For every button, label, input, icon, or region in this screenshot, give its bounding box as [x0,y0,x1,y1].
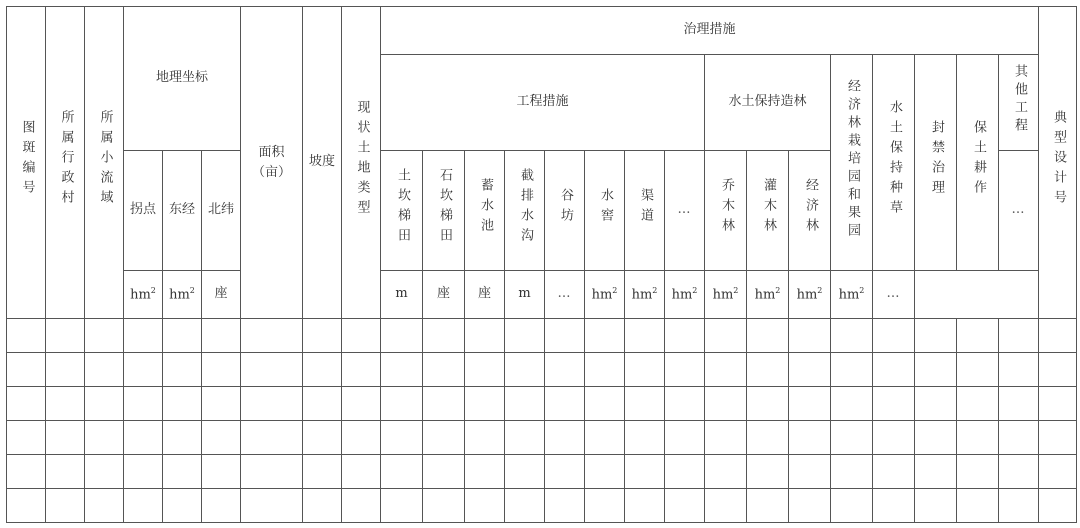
forest-item-shrub: 灌木林 [747,151,789,271]
table-cell[interactable] [705,421,747,455]
table-cell[interactable] [46,421,85,455]
table-cell[interactable] [873,421,915,455]
table-cell[interactable] [873,489,915,523]
table-cell[interactable] [999,353,1039,387]
unit-cell: $hm^2$ [831,271,873,319]
table-cell[interactable] [665,353,705,387]
table-cell[interactable] [85,489,124,523]
table-cell[interactable] [831,421,873,455]
table-cell[interactable] [7,319,46,353]
table-row [7,455,1077,489]
table-cell[interactable] [705,353,747,387]
table-cell[interactable] [46,455,85,489]
header-watershed: 所属小流域 [85,7,124,319]
header-engineering: 工程措施 [381,55,705,151]
table-cell[interactable] [1039,455,1077,489]
table-cell[interactable] [545,353,585,387]
table-cell[interactable] [423,489,465,523]
table-cell[interactable] [241,353,303,387]
table-cell[interactable] [163,387,202,421]
table-cell[interactable] [789,353,831,387]
table-cell[interactable] [342,387,381,421]
table-cell[interactable] [915,455,957,489]
unit-cell: m [505,271,545,319]
table-cell[interactable] [747,455,789,489]
table-cell[interactable] [7,387,46,421]
table-cell[interactable] [831,387,873,421]
header-design-no: 典型设计号 [1039,7,1077,319]
table-cell[interactable] [831,489,873,523]
table-cell[interactable] [625,421,665,455]
header-measures: 治理措施 [381,7,1039,55]
table-cell[interactable] [665,421,705,455]
table-cell[interactable] [124,421,163,455]
planning-table [6,6,1077,523]
table-cell[interactable] [585,353,625,387]
table-cell[interactable] [915,387,957,421]
table-cell[interactable] [202,455,241,489]
table-cell[interactable] [381,319,423,353]
table-cell[interactable] [163,489,202,523]
table-cell[interactable] [124,455,163,489]
table-cell[interactable] [241,489,303,523]
table-cell[interactable] [999,489,1039,523]
table-cell[interactable] [545,489,585,523]
table-cell[interactable] [202,319,241,353]
table-cell[interactable] [303,421,342,455]
table-cell[interactable] [747,421,789,455]
forest-item-economic: 经济林 [789,151,831,271]
table-cell[interactable] [705,387,747,421]
table-cell[interactable] [545,319,585,353]
eng-item-stone-terrace: 石坎梯田 [423,151,465,271]
table-body [7,319,1077,523]
header-inflection: 拐点 [124,151,163,271]
header-tillage: 保土耕作 [957,55,999,271]
table-cell[interactable] [381,387,423,421]
table-cell[interactable] [7,421,46,455]
table-cell[interactable] [85,353,124,387]
table-cell[interactable] [505,489,545,523]
table-cell[interactable] [124,387,163,421]
table-cell[interactable] [585,387,625,421]
table-cell[interactable] [625,319,665,353]
planning-table-container [6,6,1077,523]
table-cell[interactable] [831,455,873,489]
table-cell[interactable] [124,319,163,353]
table-cell[interactable] [831,319,873,353]
table-cell[interactable] [342,421,381,455]
table-cell[interactable] [999,421,1039,455]
table-cell[interactable] [585,421,625,455]
unit-cell: … [545,271,585,319]
unit-cell: 座 [423,271,465,319]
header-geo-coord: 地理坐标 [124,7,241,151]
table-cell[interactable] [999,455,1039,489]
table-cell[interactable] [505,421,545,455]
table-cell[interactable] [705,489,747,523]
header-east: 东经 [163,151,202,271]
table-cell[interactable] [163,421,202,455]
table-row [7,353,1077,387]
table-cell[interactable] [585,455,625,489]
table-cell[interactable] [705,319,747,353]
table-cell[interactable] [381,455,423,489]
table-cell[interactable] [303,387,342,421]
table-cell[interactable] [124,489,163,523]
header-econ-orchard: 经济林栽培园和果园 [831,55,873,271]
table-cell[interactable] [202,387,241,421]
forest-item-arbor: 乔木林 [705,151,747,271]
table-cell[interactable] [342,489,381,523]
table-cell[interactable] [789,489,831,523]
eng-item-reservoir: 蓄水池 [465,151,505,271]
unit-cell: 座 [202,271,241,319]
table-cell[interactable] [789,387,831,421]
table-cell[interactable] [46,387,85,421]
table-cell[interactable] [202,489,241,523]
table-cell[interactable] [241,421,303,455]
header-land-type: 现状土地类型 [342,7,381,319]
table-cell[interactable] [957,319,999,353]
table-cell[interactable] [163,319,202,353]
table-cell[interactable] [747,489,789,523]
table-cell[interactable] [545,421,585,455]
table-cell[interactable] [873,387,915,421]
table-cell[interactable] [957,421,999,455]
table-cell[interactable] [1039,421,1077,455]
table-cell[interactable] [915,421,957,455]
table-cell[interactable] [465,489,505,523]
table-cell[interactable] [789,421,831,455]
table-cell[interactable] [85,387,124,421]
table-cell[interactable] [665,489,705,523]
header-slope: 坡度 [303,7,342,319]
table-cell[interactable] [585,489,625,523]
table-cell[interactable] [303,353,342,387]
table-cell[interactable] [1039,387,1077,421]
table-row [7,489,1077,523]
eng-item-channel: 渠道 [625,151,665,271]
table-cell[interactable] [545,455,585,489]
table-cell[interactable] [747,353,789,387]
table-cell[interactable] [465,455,505,489]
table-cell[interactable] [1039,319,1077,353]
table-cell[interactable] [342,353,381,387]
header-area: 面积（亩） [241,7,303,319]
eng-item-check-dam: 谷坊 [545,151,585,271]
table-cell[interactable] [465,353,505,387]
table-cell[interactable] [625,387,665,421]
table-cell[interactable] [665,387,705,421]
table-cell[interactable] [46,489,85,523]
table-cell[interactable] [303,319,342,353]
table-cell[interactable] [241,455,303,489]
unit-cell: $hm^2$ [705,271,747,319]
table-cell[interactable] [303,455,342,489]
table-cell[interactable] [545,387,585,421]
table-cell[interactable] [342,455,381,489]
table-cell[interactable] [957,489,999,523]
table-cell[interactable] [46,319,85,353]
eng-item-water-cellar: 水窖 [585,151,625,271]
table-cell[interactable] [423,421,465,455]
unit-cell: $hm^2$ [625,271,665,319]
table-cell[interactable] [85,421,124,455]
table-cell[interactable] [831,353,873,387]
table-cell[interactable] [789,455,831,489]
table-cell[interactable] [999,319,1039,353]
table-cell[interactable] [505,353,545,387]
header-village: 所属行政村 [46,7,85,319]
eng-item-ellipsis: … [665,151,705,271]
table-cell[interactable] [85,319,124,353]
table-cell[interactable] [423,353,465,387]
table-row [7,387,1077,421]
table-cell[interactable] [585,319,625,353]
table-cell[interactable] [915,353,957,387]
table-cell[interactable] [381,353,423,387]
unit-cell: $hm^2$ [747,271,789,319]
unit-cell: m [381,271,423,319]
table-cell[interactable] [999,387,1039,421]
table-cell[interactable] [381,421,423,455]
table-cell[interactable] [873,319,915,353]
table-cell[interactable] [915,489,957,523]
header-other: 其他工程 [999,55,1039,151]
table-cell[interactable] [7,353,46,387]
table-cell[interactable] [7,489,46,523]
table-cell[interactable] [46,353,85,387]
eng-item-drain-ditch: 截排水沟 [505,151,545,271]
header-north: 北纬 [202,151,241,271]
table-cell[interactable] [1039,489,1077,523]
table-cell[interactable] [625,353,665,387]
table-cell[interactable] [423,319,465,353]
unit-cell: $hm^2$ [665,271,705,319]
table-cell[interactable] [957,455,999,489]
unit-cell: $hm^2$ [585,271,625,319]
table-cell[interactable] [465,319,505,353]
table-cell[interactable] [342,319,381,353]
unit-cell: 座 [465,271,505,319]
table-cell[interactable] [747,319,789,353]
table-cell[interactable] [915,319,957,353]
table-cell[interactable] [873,455,915,489]
table-cell[interactable] [202,421,241,455]
table-cell[interactable] [7,455,46,489]
unit-cell: $hm^2$ [163,271,202,319]
header-spot-no: 图斑编号 [7,7,46,319]
table-cell[interactable] [665,319,705,353]
table-cell[interactable] [1039,353,1077,387]
table-cell[interactable] [381,489,423,523]
table-cell[interactable] [85,455,124,489]
table-cell[interactable] [163,353,202,387]
table-cell[interactable] [625,489,665,523]
unit-cell: … [873,271,915,319]
table-cell[interactable] [665,455,705,489]
table-cell[interactable] [163,455,202,489]
table-cell[interactable] [873,353,915,387]
header-grass: 水土保持种草 [873,55,915,271]
header-closure: 封禁治理 [915,55,957,271]
table-row [7,421,1077,455]
table-cell[interactable] [124,353,163,387]
table-cell[interactable] [957,353,999,387]
table-cell[interactable] [957,387,999,421]
table-cell[interactable] [423,455,465,489]
table-cell[interactable] [202,353,241,387]
table-cell[interactable] [303,489,342,523]
unit-cell: $hm^2$ [124,271,163,319]
table-cell[interactable] [705,455,747,489]
table-cell[interactable] [625,455,665,489]
table-cell[interactable] [241,387,303,421]
table-cell[interactable] [241,319,303,353]
table-cell[interactable] [505,319,545,353]
table-cell[interactable] [505,387,545,421]
unit-cell: $hm^2$ [789,271,831,319]
table-row [7,319,1077,353]
other-item-ellipsis: … [999,151,1039,271]
eng-item-earth-terrace: 土坎梯田 [381,151,423,271]
table-cell[interactable] [505,455,545,489]
table-cell[interactable] [789,319,831,353]
header-soil-forest: 水土保持造林 [705,55,831,151]
table-cell[interactable] [465,387,505,421]
table-cell[interactable] [423,387,465,421]
table-cell[interactable] [465,421,505,455]
table-cell[interactable] [747,387,789,421]
